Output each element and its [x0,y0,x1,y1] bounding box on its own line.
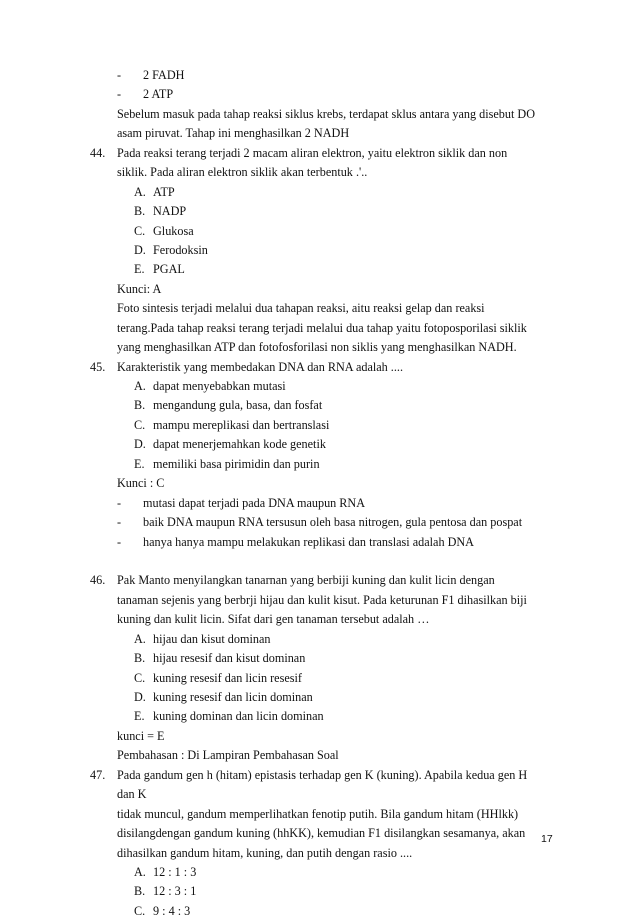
option-text: kuning resesif dan licin dominan [153,690,313,704]
body-line [0,746,638,765]
answer-option [0,396,638,415]
body-text: Foto sintesis terjadi melalui dua tahapan reaksi, aitu reaksi gelap dan reaksi [117,301,485,316]
option-text: mengandung gula, basa, dan fosfat [153,398,323,413]
bullet-line [0,494,638,513]
bullet-dash: - [117,87,122,102]
question-number: 44. [90,145,106,160]
option-text: 12 : 1 : 3 [153,864,197,879]
answer-option [0,707,638,726]
question-number: 46. [90,573,106,588]
question-line [0,144,638,163]
question-number: 45. [90,359,106,374]
answer-option [0,416,638,435]
option-text: 9 : 4 : 3 [153,903,191,918]
option-text: PGAL [153,262,185,277]
bullet-line [0,513,638,532]
body-line [0,319,638,338]
bullet-dash: - [117,534,122,549]
bullet-text: 2 FADH [143,68,185,82]
option-letter: D. [134,437,146,452]
body-text: asam piruvat. Tahap ini menghasilkan 2 NADH [117,126,350,141]
body-text: siklik. Pada aliran elektron siklik akan terbentuk .'.. [117,165,368,180]
body-line [0,727,638,746]
option-letter: B. [134,204,146,219]
option-letter: D. [134,690,146,704]
body-text: kuning dan kulit licin. Sifat dari gen tanaman tersebut adalah … [117,612,430,627]
answer-option [0,882,638,901]
option-text: ATP [153,184,175,199]
option-text: Ferodoksin [153,242,208,257]
body-line [0,280,638,299]
question-line [0,571,638,590]
answer-option [0,183,638,202]
question-text: Pak Manto menyilangkan tanarnan yang berbiji kuning dan kulit licin dengan [117,573,495,588]
body-text: tanaman sejenis yang berbrji hijau dan kulit kisut. Pada keturunan F1 dihasilkan biji [117,592,527,607]
answer-option [0,688,638,707]
bullet-line [0,533,638,552]
body-line [0,474,638,493]
bullet-dash: - [117,68,122,82]
option-text: memiliki basa pirimidin dan purin [153,456,320,471]
option-text: dapat menyebabkan mutasi [153,379,286,393]
option-text: NADP [153,204,187,219]
answer-option [0,241,638,260]
option-text: dapat menerjemahkan kode genetik [153,437,326,452]
option-letter: E. [134,262,145,277]
body-text: kunci = E [117,728,165,743]
answer-option [0,669,638,688]
body-line [0,805,638,824]
option-letter: C. [134,417,146,432]
option-text: 12 : 3 : 1 [153,884,197,899]
blank-line [0,552,638,571]
answer-option [0,435,638,454]
question-text: Pada gandum gen h (hitam) epistasis terhadap gen K (kuning). Apabila kedua gen H [117,767,528,782]
body-text: terang.Pada tahap reaksi terang terjadi melalui dua tahap yaitu fotoposporilasi siklik [117,320,527,335]
answer-option [0,377,638,396]
page-content [0,66,638,921]
option-letter: A. [134,864,146,879]
answer-option [0,260,638,279]
body-line [0,785,638,804]
bullet-text: 2 ATP [143,87,174,102]
option-letter: D. [134,242,146,257]
body-line [0,591,638,610]
bullet-dash: - [117,495,122,510]
question-text: Karakteristik yang membedakan DNA dan RNA adalah .... [117,359,403,374]
body-text: disilangdengan gandum kuning (hhKK), kemudian F1 disilangkan sesamanya, akan [117,826,526,841]
body-line [0,844,638,863]
answer-option [0,863,638,882]
bullet-text: baik DNA maupun RNA tersusun oleh basa nitrogen, gula pentosa dan pospat [143,515,523,530]
bullet-dash: - [117,515,122,530]
option-letter: C. [134,670,146,685]
option-text: mampu mereplikasi dan bertranslasi [153,417,330,432]
body-text: dan K [117,787,147,802]
option-text: hijau resesif dan kisut dominan [153,651,306,666]
page-number: 17 [541,833,553,845]
question-text: Pada reaksi terang terjadi 2 macam aliran elektron, yaitu elektron siklik dan non [117,145,508,160]
answer-option [0,202,638,221]
body-text: Sebelum masuk pada tahap reaksi siklus krebs, terdapat sklus antara yang disebut DO [117,106,535,121]
body-line [0,610,638,629]
option-letter: C. [134,223,146,238]
bullet-line [0,85,638,104]
body-text: Kunci : C [117,476,165,491]
option-text: kuning resesif dan licin resesif [153,670,302,685]
body-line [0,299,638,318]
option-letter: C. [134,903,146,918]
question-line [0,766,638,785]
bullet-text: mutasi dapat terjadi pada DNA maupun RNA [143,495,366,510]
body-text: Kunci: A [117,281,162,296]
option-letter: B. [134,398,146,413]
option-text: kuning dominan dan licin dominan [153,709,324,724]
answer-option [0,222,638,241]
answer-option [0,630,638,649]
body-line [0,338,638,357]
option-letter: B. [134,651,146,666]
option-letter: A. [134,184,146,199]
body-text: tidak muncul, gandum memperlihatkan fenotip putih. Bila gandum hitam (HHlkk) [117,806,519,821]
body-text: yang menghasilkan ATP dan fotofosforilasi non siklis yang menghasilkan NADH. [117,340,517,355]
body-text: Pembahasan : Di Lampiran Pembahasan Soal [117,748,339,763]
option-text: hijau dan kisut dominan [153,631,271,646]
option-letter: A. [134,379,146,393]
option-text: Glukosa [153,223,194,238]
bullet-line [0,66,638,85]
answer-option [0,455,638,474]
bullet-text: hanya hanya mampu melakukan replikasi dan translasi adalah DNA [143,534,474,549]
question-number: 47. [90,767,106,782]
option-letter: B. [134,884,146,899]
question-line [0,358,638,377]
body-text: dihasilkan gandum hitam, kuning, dan putih dengan rasio .... [117,845,413,860]
option-letter: A. [134,631,146,646]
body-line [0,163,638,182]
answer-option [0,649,638,668]
body-line [0,105,638,124]
body-line [0,124,638,143]
answer-option [0,902,638,921]
option-letter: E. [134,709,145,724]
option-letter: E. [134,456,145,471]
